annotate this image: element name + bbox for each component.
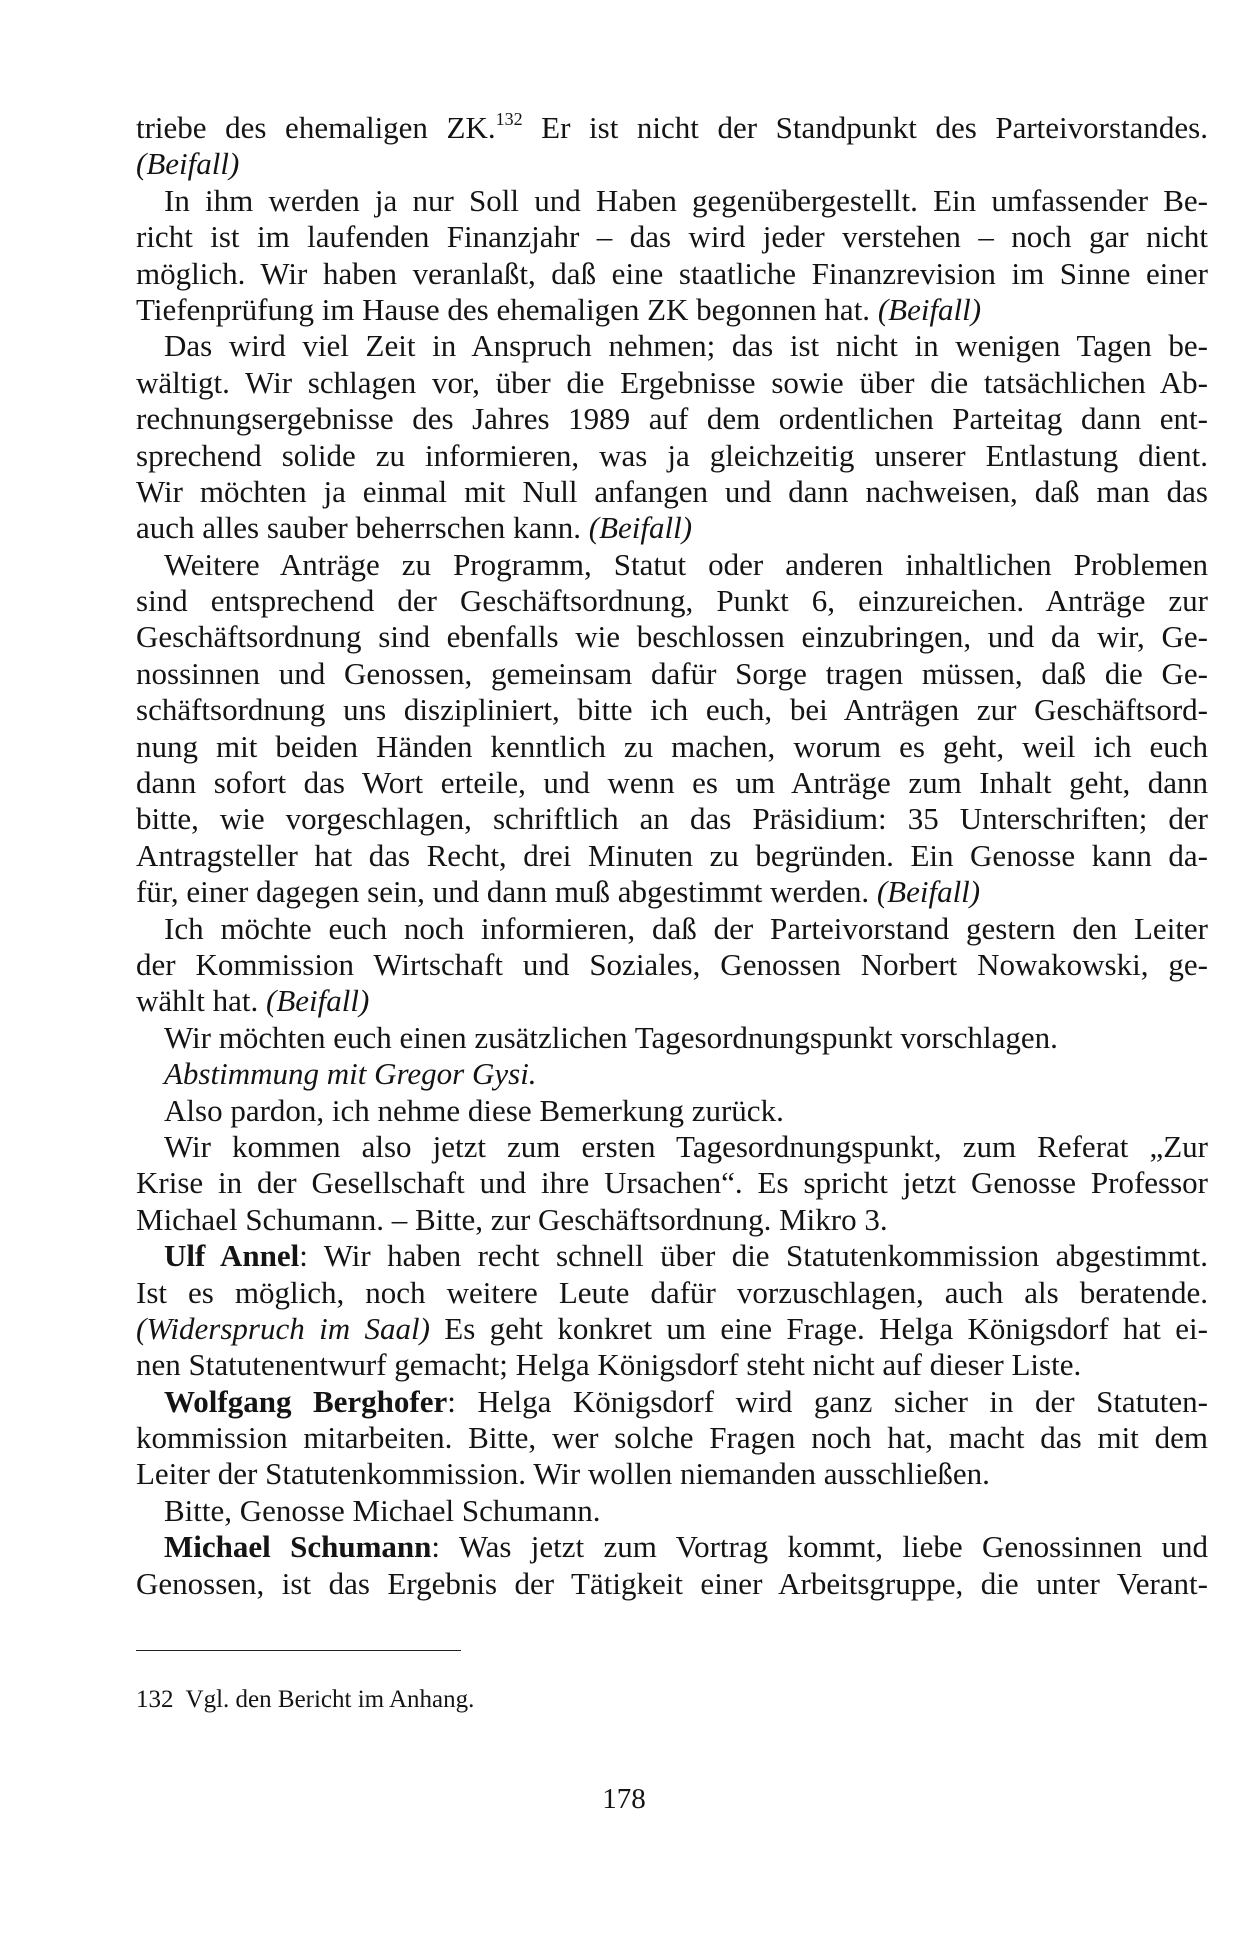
text-span: wältigt. Wir schlagen vor, über die Ergebnisse sowie über die tatsächlichen Ab- (136, 364, 1208, 400)
text-line (136, 1420, 1208, 1456)
text-span: Wir möchten euch einen zusätzlichen Tagesordnungspunkt vorschlagen. (164, 1019, 1058, 1055)
text-span: Bitte, Genosse Michael Schumann. (164, 1492, 601, 1528)
text-line (136, 838, 1208, 874)
text-span: Antragsteller hat das Recht, drei Minuten zu begründen. Ein Genosse kann da- (136, 837, 1208, 873)
stage-note: (Beifall) (136, 146, 240, 182)
text-line (136, 1311, 1208, 1347)
text-span: : Wir haben recht schnell über die Statutenkommission abgestimmt. (299, 1238, 1208, 1274)
stage-note: (Beifall) (877, 291, 982, 327)
page-number: 178 (602, 1783, 646, 1815)
text-line (136, 146, 1208, 182)
text-line (136, 328, 1208, 364)
text-span: Das wird viel Zeit in Anspruch nehmen; das ist nicht in wenigen Tagen be- (164, 328, 1208, 364)
text-line (136, 510, 1208, 546)
text-line (136, 947, 1208, 983)
text-span: Also pardon, ich nehme diese Bemerkung zurück. (164, 1092, 784, 1128)
text-line (136, 438, 1208, 474)
text-span: nossinnen und Genossen, gemeinsam dafür Sorge tragen müssen, daß die Ge- (136, 655, 1208, 691)
text-line (136, 1202, 1208, 1238)
text-span: auch alles sauber beherrschen kann. (136, 510, 589, 546)
text-line (136, 1529, 1208, 1565)
text-line (136, 1020, 1208, 1056)
text-span: kommission mitarbeiten. Bitte, wer solche Fragen noch hat, macht das mit dem (136, 1420, 1208, 1456)
text-span: : Helga Königsdorf wird ganz sicher in der Statuten- (447, 1383, 1208, 1419)
text-line (136, 1238, 1208, 1274)
text-line (136, 1384, 1208, 1420)
text-span: Geschäftsordnung sind ebenfalls wie beschlossen einzubringen, und da wir, Ge- (136, 619, 1208, 655)
text-span: Leiter der Statutenkommission. Wir wollen niemanden ausschließen. (136, 1456, 990, 1492)
text-line (136, 547, 1208, 583)
text-line (136, 1056, 1208, 1092)
text-span: nen Statutenentwurf gemacht; Helga Königsdorf steht nicht auf dieser Liste. (136, 1347, 1082, 1383)
speaker-name: Michael Schumann (164, 1529, 432, 1565)
stage-note: (Beifall) (588, 510, 693, 546)
text-line (136, 292, 1208, 328)
stage-note: (Beifall) (266, 983, 370, 1019)
text-span: Wir möchten ja einmal mit Null anfangen und dann nachweisen, daß man das (136, 473, 1208, 509)
footnote: 132 Vgl. den Bericht im Anhang. (136, 1686, 475, 1713)
text-span: schäftsordnung uns diszipliniert, bitte ich euch, bei Anträgen zur Geschäftsord- (136, 692, 1208, 728)
text-line (136, 365, 1208, 401)
text-span: Ich möchte euch noch informieren, daß der Parteivorstand gestern den Leiter (164, 910, 1208, 946)
text-line (136, 765, 1208, 801)
text-line (136, 619, 1208, 655)
text-line (136, 401, 1208, 437)
text-span: nung mit beiden Händen kenntlich zu machen, worum es geht, weil ich euch (136, 728, 1208, 764)
text-line (136, 1566, 1208, 1602)
text-span: Es geht konkret um eine Frage. Helga Königsdorf hat ei- (429, 1310, 1208, 1346)
text-line (136, 219, 1208, 255)
text-line (136, 692, 1208, 728)
text-span: bitte, wie vorgeschlagen, schriftlich an das Präsidium: 35 Unterschriften; der (136, 801, 1208, 837)
speaker-name: Ulf Annel (164, 1238, 300, 1274)
footnote-separator (136, 1650, 461, 1651)
text-span: Ist es möglich, noch weitere Leute dafür vorzuschlagen, auch als beratende. (136, 1274, 1208, 1310)
text-line (136, 110, 1208, 146)
text-span: Genossen, ist das Ergebnis der Tätigkeit einer Arbeitsgruppe, die unter Verant- (136, 1565, 1208, 1601)
text-line (136, 911, 1208, 947)
text-line (136, 1347, 1208, 1383)
stage-note: Abstimmung mit Gregor Gysi. (164, 1056, 537, 1092)
text-span: Er ist nicht der Standpunkt des Parteivorstandes. (522, 110, 1208, 145)
body-text (136, 110, 1208, 1602)
text-span: wählt hat. (136, 983, 266, 1019)
text-span: möglich. Wir haben veranlaßt, daß eine staatliche Finanzrevision im Sinne einer (136, 255, 1208, 291)
text-span: Krise in der Gesellschaft und ihre Ursachen“. Es spricht jetzt Genosse Professor (136, 1165, 1208, 1201)
text-span: Wir kommen also jetzt zum ersten Tagesordnungspunkt, zum Referat „Zur (164, 1128, 1208, 1164)
text-line (136, 656, 1208, 692)
text-span: In ihm werden ja nur Soll und Haben gegenübergestellt. Ein umfassender Be- (164, 182, 1208, 218)
text-line (136, 983, 1208, 1019)
text-line (136, 183, 1208, 219)
stage-note: (Widerspruch im Saal) (136, 1310, 430, 1346)
text-line (136, 1275, 1208, 1311)
text-span: richt ist im laufenden Finanzjahr – das wird jeder verstehen – noch gar nicht (136, 219, 1208, 255)
text-span: triebe des ehemaligen ZK. (136, 110, 496, 145)
text-line (136, 874, 1208, 910)
text-line (136, 1129, 1208, 1165)
text-line (136, 1093, 1208, 1129)
stage-note: (Beifall) (876, 874, 981, 910)
text-span: sprechend solide zu informieren, was ja gleichzeitig unserer Entlastung dient. (136, 437, 1208, 473)
text-span: : Was jetzt zum Vortrag kommt, liebe Genossinnen und (431, 1529, 1209, 1565)
text-line (136, 729, 1208, 765)
text-span: sind entsprechend der Geschäftsordnung, Punkt 6, einzureichen. Anträge zur (136, 583, 1208, 619)
text-line (136, 583, 1208, 619)
text-span: für, einer dagegen sein, und dann muß abgestimmt werden. (136, 874, 877, 910)
text-line (136, 256, 1208, 292)
text-line (136, 1165, 1208, 1201)
text-line (136, 1456, 1208, 1492)
text-line (136, 474, 1208, 510)
text-line (136, 801, 1208, 837)
text-span: rechnungsergebnisse des Jahres 1989 auf dem ordentlichen Parteitag dann ent- (136, 401, 1208, 437)
text-span: Michael Schumann. – Bitte, zur Geschäftsordnung. Mikro 3. (136, 1201, 888, 1237)
footnote-ref: 132 (495, 109, 523, 129)
speaker-name: Wolfgang Berghofer (164, 1383, 448, 1419)
text-span: dann sofort das Wort erteile, und wenn es um Anträge zum Inhalt geht, dann (136, 765, 1208, 801)
text-span: der Kommission Wirtschaft und Soziales, Genossen Norbert Nowakowski, ge- (136, 946, 1208, 982)
text-span: Tiefenprüfung im Hause des ehemaligen ZK begonnen hat. (136, 291, 878, 327)
text-line (136, 1493, 1208, 1529)
text-span: Weitere Anträge zu Programm, Statut oder anderen inhaltlichen Problemen (164, 546, 1208, 582)
